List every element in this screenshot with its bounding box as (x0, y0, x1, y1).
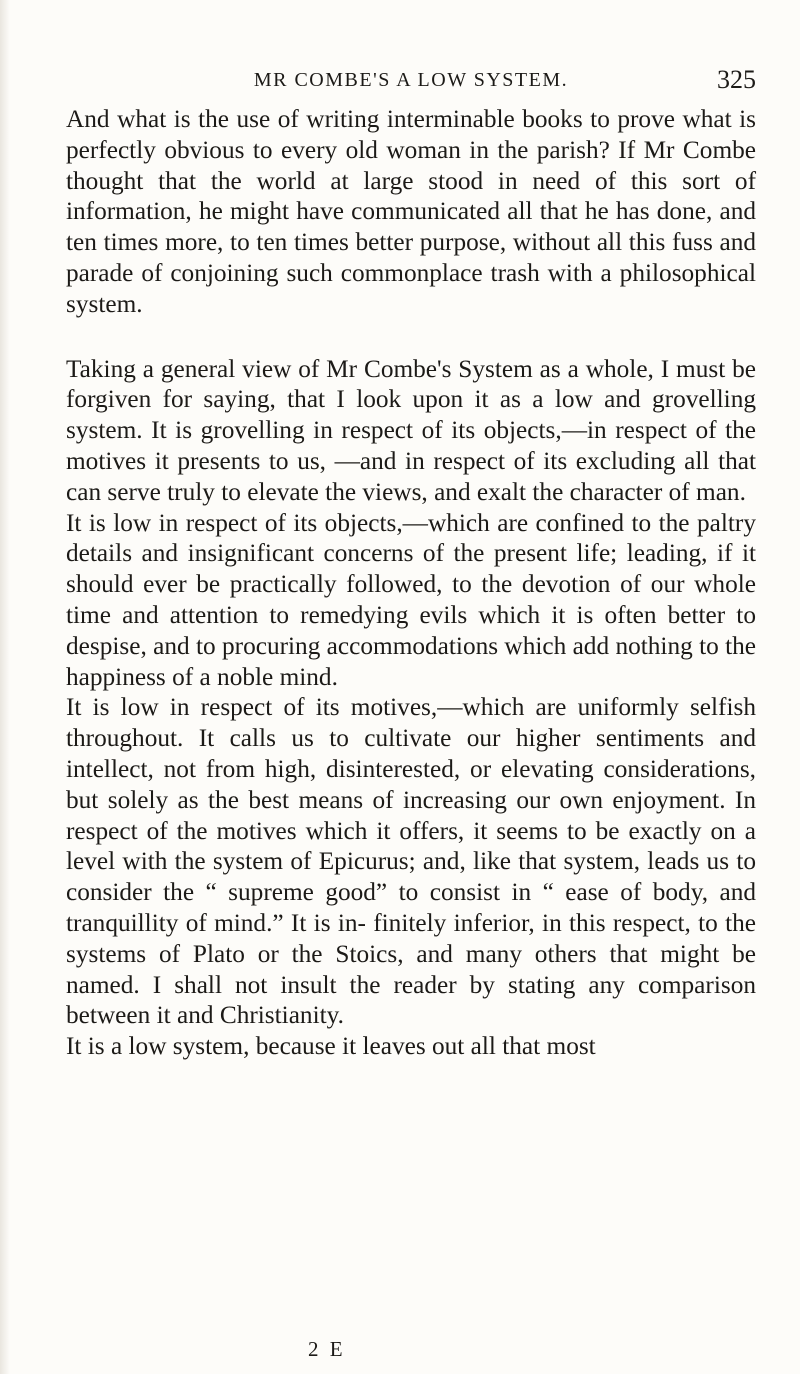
running-title: MR COMBE'S A LOW SYSTEM. (253, 69, 569, 91)
paragraph: It is a low system, because it leaves out all that most (66, 1032, 596, 1061)
signature-mark: 2 E (308, 1337, 346, 1361)
paragraph: Taking a general view of Mr Combe's System as a whole, I must be forgiven for saying, that I look upon it as a low and grovelling system. It is grovelling in respect of its objects,—in respect of the motives it presents to us, —and in respect of its excluding all that can serve truly to elevate the views, and exalt the character of man. (66, 354, 756, 506)
paragraph: It is low in respect of its objects,—which are confined to the paltry details and insignificant concerns of the present life; leading, if it should ever be practically followed, to the devotion of our whole time and attention to remedying evils which it is often better to despise, and to procuring accommodations which add nothing to the happiness of a noble mind. (66, 508, 756, 691)
body-text (66, 104, 756, 1062)
book-page (66, 0, 756, 1374)
paragraph: And what is the use of writing interminable books to prove what is perfectly obvious to every old woman in the parish? If Mr Combe thought that the world at large stood in need of this sort of information, he might have communicated all that he has done, and ten times more, to ten times better purpose, without all this fuss and parade of conjoining such commonplace trash with a philosophical system. (66, 105, 756, 318)
page-header (66, 64, 756, 100)
scan-edge-shadow (0, 0, 10, 1374)
paragraph: It is low in respect of its motives,—which are uniformly selfish throughout. It calls us to cultivate our higher sentiments and intellect, not from high, disinterested, or elevating considerations, but solely as the best means of increasing our own enjoyment. In respect of the motives which it offers, it seems to be exactly on a level with the system of Epicurus; and, like that system, leads us to consider the “ supreme good” to consist in “ ease of body, and tranquillity of mind.” It is in- finitely inferior, in this respect, to the systems of Plato or the Stoics, and many others that might be named. I shall not insult the reader by stating any comparison between it and Christianity. (66, 693, 756, 1030)
page-number: 325 (717, 65, 756, 94)
